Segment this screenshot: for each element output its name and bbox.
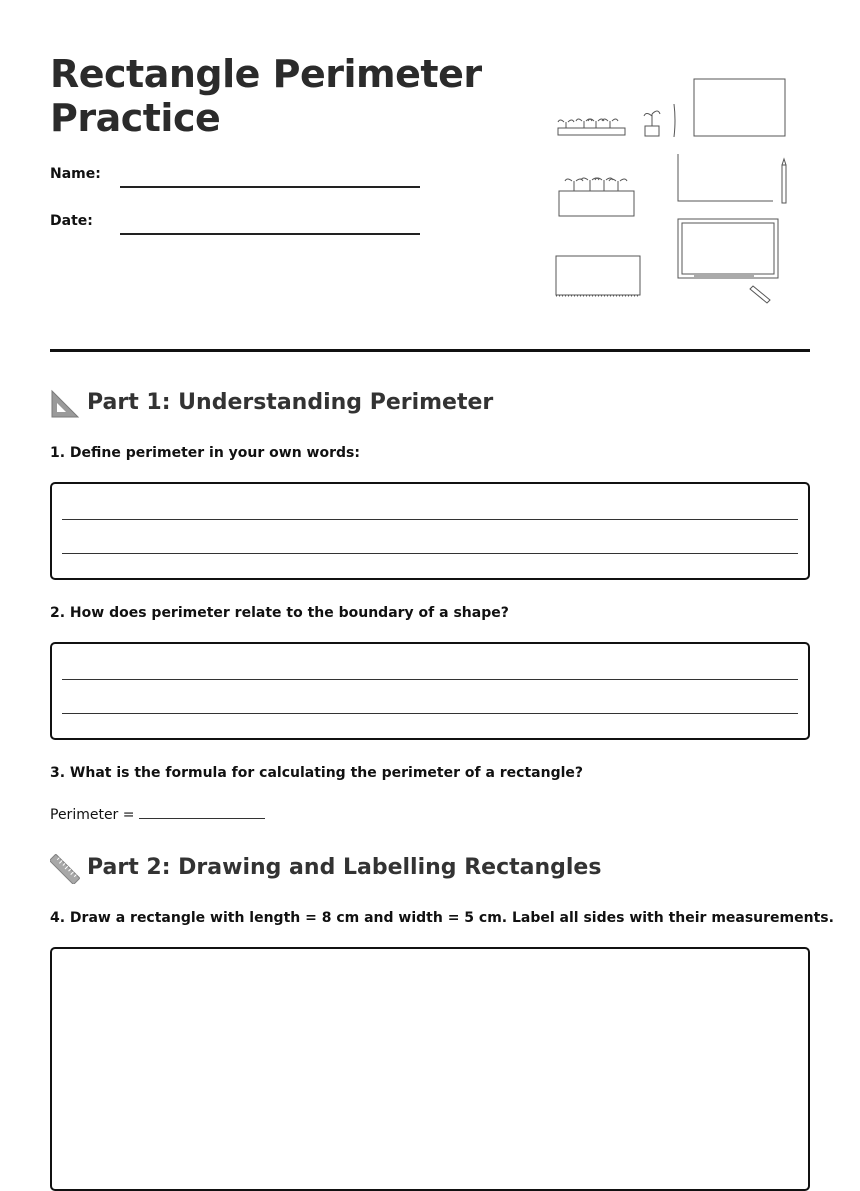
- stick-icon: [674, 104, 675, 137]
- whiteboard-icon: [678, 219, 778, 278]
- question-2: 2. How does perimeter relate to the boundary of a shape?: [50, 605, 509, 621]
- date-input-line[interactable]: [120, 233, 420, 235]
- paper-sheet-icon: [694, 79, 785, 136]
- name-input-line[interactable]: [120, 186, 420, 188]
- ruler-rectangle-icon: [556, 256, 640, 296]
- answer-line: [62, 553, 798, 554]
- part1-title: Part 1: Understanding Perimeter: [87, 390, 494, 415]
- worksheet-header: [50, 0, 810, 352]
- title-line-2: Practice: [50, 96, 221, 140]
- seedling-tray-icon: [559, 178, 634, 216]
- planter-box-icon: [558, 119, 625, 135]
- answer-line: [62, 713, 798, 714]
- potted-plant-icon: [644, 111, 660, 136]
- page-title: [50, 52, 482, 140]
- answer-box-1[interactable]: [50, 482, 810, 580]
- question-1: 1. Define perimeter in your own words:: [50, 445, 360, 461]
- title-line-1: Rectangle Perimeter: [50, 52, 482, 96]
- part2-title: Part 2: Drawing and Labelling Rectangles: [87, 855, 602, 880]
- name-label: Name:: [50, 166, 101, 182]
- formula-prefix: Perimeter =: [50, 807, 135, 823]
- formula-blank[interactable]: [139, 806, 265, 819]
- pencil-icon: [782, 159, 786, 203]
- name-field-row: [50, 164, 420, 188]
- set-square-icon: [50, 389, 80, 419]
- worksheet-page: [50, 0, 834, 926]
- drawing-area[interactable]: [50, 947, 810, 1191]
- answer-line: [62, 679, 798, 680]
- date-label: Date:: [50, 213, 93, 229]
- answer-line: [62, 519, 798, 520]
- measured-corner-icon: [678, 154, 773, 201]
- diagonal-pencil-icon: [750, 286, 770, 303]
- question-4: 4. Draw a rectangle with length = 8 cm and width = 5 cm. Label all sides with their measurements.: [50, 910, 834, 926]
- formula-answer-row: [50, 806, 265, 823]
- date-field-row: [50, 211, 420, 235]
- header-divider: [50, 349, 810, 352]
- answer-box-2[interactable]: [50, 642, 810, 740]
- question-3: 3. What is the formula for calculating the perimeter of a rectangle?: [50, 765, 584, 781]
- ruler-icon: [50, 854, 80, 884]
- rectangle-objects-illustration: [544, 70, 794, 310]
